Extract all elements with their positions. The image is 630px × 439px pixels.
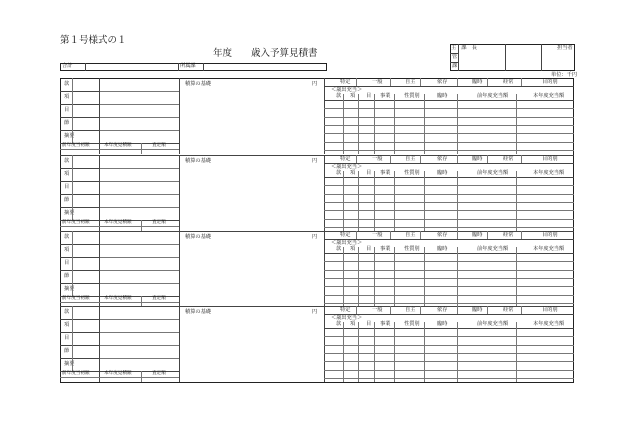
rule-v xyxy=(374,322,375,382)
label-kou2: 項 xyxy=(350,246,356,252)
label-kan: 款 xyxy=(64,309,70,315)
rule-v xyxy=(390,306,391,314)
label-kan2: 款 xyxy=(336,170,342,176)
label-jishu: 自主 xyxy=(405,232,416,238)
rule-h xyxy=(99,358,179,359)
label-tokutei: 特定 xyxy=(340,79,351,85)
rule-v xyxy=(521,155,522,163)
rule-v xyxy=(420,78,421,86)
label-zen-juutou: 前年度充当額 xyxy=(477,93,509,99)
label-kou: 項 xyxy=(64,247,70,253)
label-zennendo: 前年度当初額 xyxy=(62,143,90,148)
rule-v xyxy=(179,78,180,154)
rule-v xyxy=(516,322,517,382)
rule-v xyxy=(72,78,73,143)
rule-h xyxy=(99,91,179,92)
label-zennendo: 前年度当初額 xyxy=(62,220,90,225)
rule-h xyxy=(60,207,99,208)
rule-h xyxy=(99,283,179,284)
rule-h xyxy=(99,207,179,208)
rule-v xyxy=(516,171,517,231)
label-moku: 目 xyxy=(64,107,70,113)
label-moku: 目 xyxy=(64,260,70,266)
label-moku2: 目 xyxy=(366,246,372,252)
label-ippan: 一般 xyxy=(372,156,383,162)
rule-v xyxy=(424,94,425,154)
rule-h xyxy=(60,345,99,346)
label-honnendo: 本年度見積額 xyxy=(104,371,132,376)
approval-row1: 主 課 長 xyxy=(451,45,477,51)
rule-v xyxy=(356,306,357,314)
label-rinji2: 臨時 xyxy=(437,321,448,327)
label-en: 円 xyxy=(312,309,318,315)
rule-h xyxy=(324,261,574,262)
label-honnendo: 本年度見積額 xyxy=(104,143,132,148)
label-tekiyou: 摘要 xyxy=(64,133,75,139)
rule-v xyxy=(457,322,458,382)
rule-v xyxy=(72,155,73,220)
rule-h xyxy=(324,185,574,186)
rule-h xyxy=(60,149,179,150)
rule-v xyxy=(487,78,488,86)
rule-v xyxy=(99,155,100,231)
label-mokuteki: 目的別 xyxy=(542,79,558,85)
rule-v xyxy=(374,94,375,154)
rule-v xyxy=(457,78,458,86)
label-jigyou: 事業 xyxy=(380,93,391,99)
rule-h xyxy=(324,303,574,304)
label-jishu: 自主 xyxy=(405,307,416,313)
rule-v xyxy=(424,171,425,231)
label-izon: 依存 xyxy=(437,307,448,313)
label-tekiyou: 摘要 xyxy=(64,361,75,367)
rule-h xyxy=(99,130,179,131)
rule-h xyxy=(60,283,99,284)
label-tokutei: 特定 xyxy=(340,232,351,238)
label-goukei: 合計 xyxy=(62,63,73,69)
rule-v xyxy=(99,306,100,382)
label-hon-juutou: 本年度充当額 xyxy=(533,246,565,252)
label-saishutsu: ＜歳出充当＞ xyxy=(331,315,363,321)
label-kan2: 款 xyxy=(336,321,342,327)
rule-h xyxy=(60,231,574,232)
rule-h xyxy=(99,194,179,195)
label-honnendo: 本年度見積額 xyxy=(104,296,132,301)
rule-h xyxy=(60,226,179,227)
rule-v xyxy=(343,247,344,307)
rule-h xyxy=(324,270,574,271)
rule-v xyxy=(394,247,395,307)
rule-v xyxy=(457,155,458,163)
rule-h xyxy=(324,378,574,379)
doc-title: 年度 歳入予算見積書 xyxy=(213,48,318,59)
label-zennendo: 前年度当初額 xyxy=(62,296,90,301)
rule-v xyxy=(99,78,100,154)
label-seishitsu: 性質別 xyxy=(404,321,420,327)
rule-v xyxy=(521,306,522,314)
rule-h xyxy=(324,117,574,118)
label-zennendo: 前年度当初額 xyxy=(62,371,90,376)
rule-v xyxy=(420,306,421,314)
label-sateigaku: 査定額 xyxy=(152,296,166,301)
label-rinji: 臨時 xyxy=(472,307,483,313)
label-ippan: 一般 xyxy=(372,79,383,85)
label-keijou: 経常 xyxy=(503,156,514,162)
label-kou2: 項 xyxy=(350,170,356,176)
label-izon: 依存 xyxy=(437,156,448,162)
label-kan: 款 xyxy=(64,234,70,240)
rule-h xyxy=(60,130,99,131)
rule-h xyxy=(99,181,179,182)
label-tokutei: 特定 xyxy=(340,156,351,162)
label-izon: 依存 xyxy=(437,79,448,85)
label-zen-juutou: 前年度充当額 xyxy=(477,321,509,327)
label-moku2: 目 xyxy=(366,321,372,327)
rule-v xyxy=(516,247,517,307)
rule-h xyxy=(60,332,99,333)
label-setsu: 節 xyxy=(64,197,70,203)
approval-tanto: 担当者 xyxy=(557,45,573,51)
rule-h xyxy=(60,194,99,195)
label-sekisan: 積算の基礎 xyxy=(185,234,211,240)
label-moku: 目 xyxy=(64,335,70,341)
label-tekiyou: 摘要 xyxy=(64,210,75,216)
label-sekisan: 積算の基礎 xyxy=(185,158,211,164)
label-keijou: 経常 xyxy=(503,79,514,85)
label-ippan: 一般 xyxy=(372,307,383,313)
rule-h xyxy=(324,328,574,329)
rule-v xyxy=(394,171,395,231)
rule-v xyxy=(179,231,180,307)
label-jishu: 自主 xyxy=(405,156,416,162)
label-jigyou: 事業 xyxy=(380,246,391,252)
rule-h xyxy=(99,104,179,105)
rule-v xyxy=(457,231,458,239)
rule-v xyxy=(390,78,391,86)
label-moku2: 目 xyxy=(366,170,372,176)
rule-h xyxy=(60,270,99,271)
label-jigyou: 事業 xyxy=(380,170,391,176)
rule-v xyxy=(179,155,180,231)
rule-h xyxy=(60,319,99,320)
rule-v xyxy=(516,94,517,154)
label-saishutsu: ＜歳出充当＞ xyxy=(331,87,363,93)
label-kou: 項 xyxy=(64,94,70,100)
label-kan: 款 xyxy=(64,158,70,164)
rule-v xyxy=(141,371,142,382)
rule-h xyxy=(60,181,99,182)
rule-v xyxy=(358,247,359,307)
label-rinji2: 臨時 xyxy=(437,246,448,252)
label-sekisan: 積算の基礎 xyxy=(185,81,211,87)
label-izon: 依存 xyxy=(437,232,448,238)
rule-h xyxy=(324,286,574,287)
rule-v xyxy=(72,231,73,296)
label-keijou: 経常 xyxy=(503,232,514,238)
rule-v xyxy=(390,155,391,163)
label-zen-juutou: 前年度充当額 xyxy=(477,246,509,252)
rule-v xyxy=(390,231,391,239)
rule-v xyxy=(356,78,357,86)
label-rinji2: 臨時 xyxy=(437,93,448,99)
label-rinji2: 臨時 xyxy=(437,170,448,176)
label-jishu: 自主 xyxy=(405,79,416,85)
rule-h xyxy=(324,108,574,109)
label-sateigaku: 査定額 xyxy=(152,220,166,225)
label-jigyou: 事業 xyxy=(380,321,391,327)
rule-h xyxy=(324,361,574,362)
label-ippan: 一般 xyxy=(372,232,383,238)
rule-h xyxy=(324,353,574,354)
label-mokuteki: 目的別 xyxy=(542,156,558,162)
label-setsu: 節 xyxy=(64,348,70,354)
rule-h xyxy=(60,91,99,92)
rule-h xyxy=(60,244,99,245)
label-hon-juutou: 本年度充当額 xyxy=(533,170,565,176)
label-en: 円 xyxy=(312,234,318,240)
approval-row3: 課 xyxy=(452,63,458,69)
label-rinji: 臨時 xyxy=(472,156,483,162)
rule-v xyxy=(457,171,458,231)
label-setsu: 節 xyxy=(64,120,70,126)
rule-h xyxy=(324,100,574,101)
rule-v xyxy=(356,155,357,163)
rule-v xyxy=(374,171,375,231)
label-seishitsu: 性質別 xyxy=(404,246,420,252)
label-rinji: 臨時 xyxy=(472,79,483,85)
label-seishitsu: 性質別 xyxy=(404,170,420,176)
label-kan2: 款 xyxy=(336,246,342,252)
rule-v xyxy=(420,231,421,239)
rule-v xyxy=(487,306,488,314)
rule-v xyxy=(521,78,522,86)
rule-v xyxy=(374,247,375,307)
label-sateigaku: 査定額 xyxy=(152,143,166,148)
label-kou2: 項 xyxy=(350,93,356,99)
label-moku2: 目 xyxy=(366,93,372,99)
rule-h xyxy=(324,345,574,346)
rule-v xyxy=(394,322,395,382)
rule-h xyxy=(60,302,179,303)
rule-h xyxy=(324,194,574,195)
rule-h xyxy=(324,202,574,203)
rule-h xyxy=(324,210,574,211)
label-zen-juutou: 前年度充当額 xyxy=(477,170,509,176)
rule-v xyxy=(343,171,344,231)
label-sateigaku: 査定額 xyxy=(152,371,166,376)
label-mokuteki: 目的別 xyxy=(542,307,558,313)
rule-v xyxy=(358,322,359,382)
rule-h xyxy=(60,377,179,378)
label-seishitsu: 性質別 xyxy=(404,93,420,99)
label-shozokuka: 所属課 xyxy=(180,63,196,69)
rule-h xyxy=(60,358,99,359)
rule-h xyxy=(99,244,179,245)
rule-h xyxy=(99,345,179,346)
label-mokuteki: 目的別 xyxy=(542,232,558,238)
rule-v xyxy=(521,231,522,239)
rule-h xyxy=(99,319,179,320)
rule-h xyxy=(324,142,574,143)
rule-h xyxy=(324,253,574,254)
rule-h xyxy=(60,155,574,156)
rule-v xyxy=(343,322,344,382)
rule-v xyxy=(457,94,458,154)
approval-row2: 管 xyxy=(452,54,458,60)
label-keijou: 経常 xyxy=(503,307,514,313)
rule-h xyxy=(99,332,179,333)
label-honnendo: 本年度見積額 xyxy=(104,220,132,225)
rule-h xyxy=(324,150,574,151)
rule-v xyxy=(487,155,488,163)
rule-v xyxy=(457,306,458,314)
rule-v xyxy=(358,94,359,154)
rule-h xyxy=(60,306,574,307)
rule-v xyxy=(141,220,142,231)
label-saishutsu: ＜歳出充当＞ xyxy=(331,240,363,246)
rule-v xyxy=(99,231,100,307)
label-tekiyou: 摘要 xyxy=(64,286,75,292)
rule-h xyxy=(324,278,574,279)
label-rinji: 臨時 xyxy=(472,232,483,238)
label-tokutei: 特定 xyxy=(340,307,351,313)
rule-h xyxy=(99,168,179,169)
label-kan2: 款 xyxy=(336,93,342,99)
label-kou2: 項 xyxy=(350,321,356,327)
rule-v xyxy=(424,247,425,307)
label-moku: 目 xyxy=(64,184,70,190)
rule-v xyxy=(424,322,425,382)
rule-v xyxy=(457,247,458,307)
rule-v xyxy=(141,143,142,154)
rule-v xyxy=(343,94,344,154)
rule-h xyxy=(60,117,99,118)
rule-h xyxy=(324,336,574,337)
rule-v xyxy=(420,155,421,163)
label-setsu: 節 xyxy=(64,273,70,279)
rule-h xyxy=(324,295,574,296)
rule-h xyxy=(324,125,574,126)
rule-h xyxy=(99,117,179,118)
rule-v xyxy=(394,94,395,154)
rule-h xyxy=(99,257,179,258)
label-saishutsu: ＜歳出充当＞ xyxy=(331,164,363,170)
label-kan: 款 xyxy=(64,81,70,87)
label-hon-juutou: 本年度充当額 xyxy=(533,321,565,327)
rule-h xyxy=(99,270,179,271)
rule-h xyxy=(324,133,574,134)
rule-v xyxy=(356,231,357,239)
rule-h xyxy=(60,257,99,258)
label-hon-juutou: 本年度充当額 xyxy=(533,93,565,99)
rule-h xyxy=(324,227,574,228)
label-en: 円 xyxy=(312,158,318,164)
rule-v xyxy=(358,171,359,231)
rule-v xyxy=(487,231,488,239)
rule-h xyxy=(60,168,99,169)
label-sekisan: 積算の基礎 xyxy=(185,309,211,315)
label-kou: 項 xyxy=(64,322,70,328)
rule-h xyxy=(324,177,574,178)
label-kou: 項 xyxy=(64,171,70,177)
rule-v xyxy=(179,306,180,382)
rule-h xyxy=(60,104,99,105)
form-number: 第１号様式の１ xyxy=(60,35,127,46)
rule-h xyxy=(324,219,574,220)
rule-v xyxy=(72,306,73,371)
rule-h xyxy=(324,370,574,371)
label-en: 円 xyxy=(312,81,318,87)
unit-label: 単位：千円 xyxy=(551,72,577,78)
